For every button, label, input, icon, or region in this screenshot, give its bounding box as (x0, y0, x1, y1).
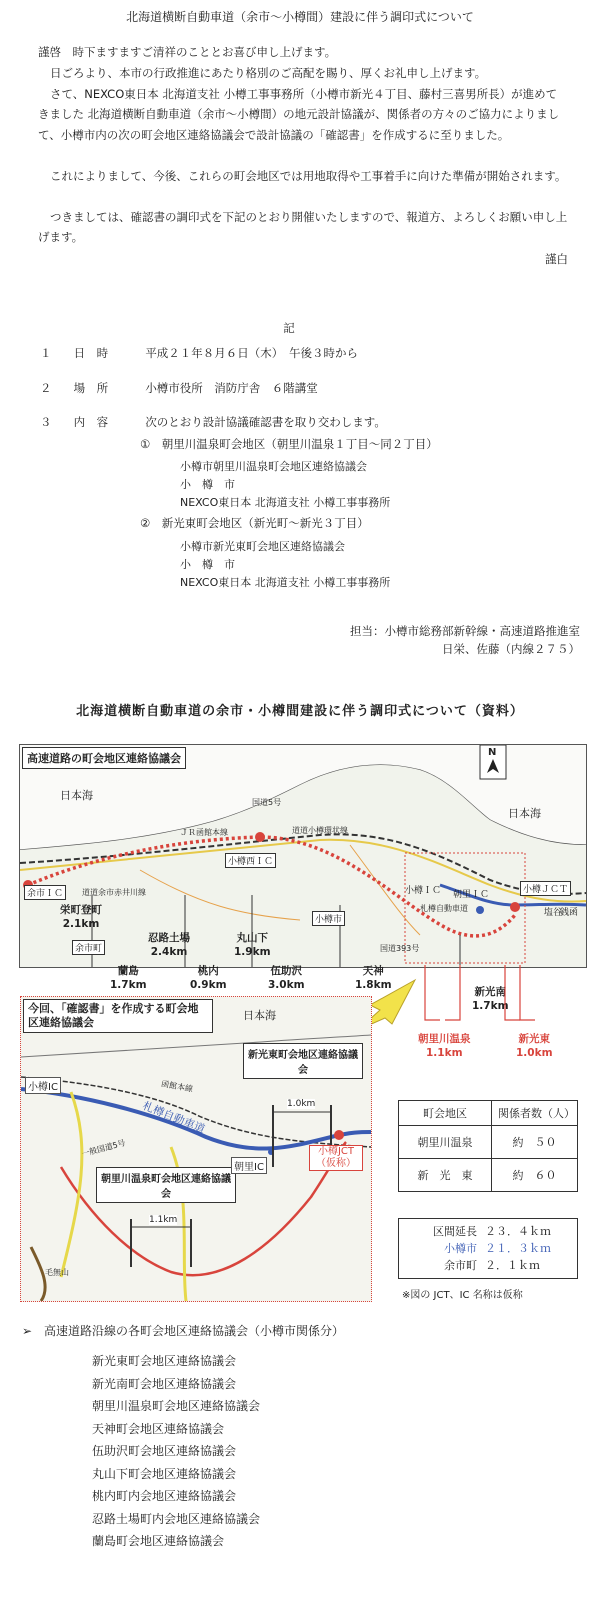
list-item: 新光東町会地区連絡協議会 (92, 1354, 237, 1368)
land-area (20, 765, 586, 967)
scale-label: 1.0km (287, 1099, 316, 1109)
segment-maruyama: 丸山下 1.9km (234, 932, 271, 958)
party: NEXCO東日本 北海道支社 小樽工事事務所 (180, 496, 391, 509)
table-cell: 朝里川温泉 (399, 1126, 492, 1159)
segment-ranshima: 蘭島 1.7km (110, 965, 147, 991)
sea-label: 日本海 (60, 789, 93, 802)
ki-heading: 記 (283, 321, 295, 335)
contact-block (350, 622, 580, 658)
shioya-label: 塩谷 (544, 908, 563, 918)
route5-label: 一般国道5号 (80, 1138, 127, 1159)
otaru-ic-label: 小樽ＩＣ (405, 886, 442, 896)
participants-table (398, 1100, 578, 1192)
list-item: 桃内町内会地区連絡協議会 (92, 1489, 237, 1503)
list-item: 新光南町会地区連絡協議会 (92, 1376, 237, 1391)
length-summary (398, 1218, 578, 1279)
otaru-nishi-ic-marker (255, 832, 265, 842)
bracket-line (445, 965, 460, 1020)
asari-ic-label: 朝里IC (231, 1157, 267, 1174)
name-note: ※図の JCT、IC 名称は仮称 (402, 1290, 523, 1301)
rail-label: ＪＲ函館本線 (180, 828, 228, 837)
table-header: 関係者数（人） (492, 1101, 578, 1126)
table-row (399, 1126, 578, 1159)
segment-asari: 朝里川温泉 1.1km (418, 1033, 471, 1059)
jct-marker (510, 902, 520, 912)
map1-title: 高速道路の町会地区連絡協議会 (22, 747, 186, 769)
length-yoichi-row: 余市町 ２．１ｋｍ (444, 1259, 540, 1272)
thanks-paragraph: 日ごろより、本市の行政推進にあたり格別のご高配を賜り、厚くお礼申し上げます。 (50, 66, 487, 80)
bracket-line (425, 965, 440, 1020)
table-header: 町会地区 (399, 1101, 492, 1126)
list-item: 忍路土場町内会地区連絡協議会 (92, 1511, 261, 1526)
document-title: 北海道横断自動車道（余市～小樽間）建設に伴う調印式について (126, 10, 474, 24)
list-item: 丸山下町会地区連絡協議会 (92, 1466, 237, 1481)
route393-label: 国道393号 (380, 944, 420, 953)
sasson-road-label: 札樽自動車道 (140, 1099, 207, 1136)
party: 小 樽 市 (180, 478, 235, 491)
segment-shinko-minami: 新光南 1.7km (472, 986, 509, 1012)
group-parties-asari (180, 458, 390, 512)
main-paragraph: さて、NEXCO東日本 北海道支社 小樽工事事務所（小樽市新光４丁目、藤村三喜男所長）が進めてきました 北海道横断自動車道（余市～小樽間）の地元設計協議が、関係者の方々のご協力によりまして、小樽市内の次の町会地区連絡協議会で設計協議の「確認書」を作成するに至りました。 (38, 87, 560, 142)
contact-dept: 担当：小樽市総務部新幹線・高速道路推進室 (350, 624, 580, 638)
greeting-paragraph: 謹啓 時下ますますご清祥のこととお喜び申し上げます。 (38, 45, 337, 59)
segment-gosukezawa: 伍助沢 3.0km (268, 965, 305, 991)
request-paragraph: つきましては、確認書の調印式を下記のとおり開催いたしますので、報道方、よろしくお願い申し上げます。 (38, 210, 568, 245)
segment-momouchi: 桃内 0.9km (190, 965, 227, 991)
otaru-city-label: 小樽市 (312, 911, 345, 926)
segment-shinko-higashi: 新光東 1.0km (516, 1033, 553, 1059)
table-cell: 約 ５０ (492, 1126, 578, 1159)
table-cell: 新 光 東 (399, 1159, 492, 1192)
contact-names: 日栄、佐藤（内線２７５） (442, 642, 580, 656)
bracket-line (505, 965, 520, 1020)
party: 小 樽 市 (180, 558, 235, 571)
segment-tenjin: 天神 1.8km (355, 965, 392, 991)
rail-label: 函館本線 (160, 1079, 194, 1094)
asari-council-box: 朝里川温泉町会地区連絡協議会 (96, 1167, 236, 1203)
notice-item-content (40, 414, 386, 430)
scale-label: 1.1km (149, 1215, 178, 1225)
zenibako-label: 銭函 (560, 908, 579, 918)
mountain-label: 毛無山 (45, 1268, 69, 1277)
segment-sakae: 栄町登町 2.1km (60, 904, 102, 930)
detail-map (20, 996, 372, 1302)
material-title: 北海道横断自動車道の余市・小樽間建設に伴う調印式について（資料） (76, 704, 524, 719)
north-label: N (488, 747, 497, 758)
bracket-line (520, 965, 535, 1020)
party: 小樽市新光東町会地区連絡協議会 (180, 540, 345, 553)
table-header-row (399, 1101, 578, 1126)
otaru-ic-label: 小樽IC (25, 1077, 61, 1094)
yoichi-ic-label: 余市ＩＣ (24, 885, 66, 900)
item-value: 次のとおり設計協議確認書を取り交わします。 (145, 415, 386, 429)
table-row (399, 1159, 578, 1192)
overview-map-drawing (20, 745, 586, 967)
overview-map (19, 744, 587, 968)
shinko-higashi-council-box: 新光東町会地区連絡協議会 (243, 1043, 363, 1079)
group-title-shinko: ② 新光東町会地区（新光町～新光３丁目） (140, 516, 369, 530)
map2-title: 今回、「確認書」を作成する町会地区連絡協議会 (23, 999, 213, 1033)
jct-label: 小樽ＪＣＴ (520, 881, 571, 896)
list-heading (22, 1322, 344, 1339)
council-list (92, 1350, 260, 1553)
list-item: 天神町会地区連絡協議会 (92, 1421, 225, 1436)
otaru-nishi-ic-label: 小樽西ＩＣ (225, 853, 276, 868)
item-number: １ (40, 346, 52, 360)
list-title: 高速道路沿線の各町会地区連絡協議会（小樽市関係分） (44, 1324, 345, 1338)
yoichi-town-label: 余市町 (72, 940, 105, 955)
table-cell: 約 ６０ (492, 1159, 578, 1192)
otaru-ring-road-label: 道道小樽環状線 (292, 826, 348, 835)
jct-marker (334, 1130, 344, 1140)
party: NEXCO東日本 北海道支社 小樽工事事務所 (180, 576, 391, 589)
item-label: 日 時 (73, 346, 109, 360)
length-total-row: 区間延長 ２３．４ｋｍ (433, 1225, 551, 1238)
planned-expressway (61, 1142, 346, 1275)
prep-paragraph: これによりまして、今後、これらの町会地区では用地取得や工事着手に向けた準備が開始されます。 (50, 169, 567, 183)
brown-road (31, 1247, 45, 1301)
item-label: 内 容 (73, 415, 109, 429)
route5-label: 国道5号 (252, 798, 282, 807)
group-title-asari: ① 朝里川温泉町会地区（朝里川温泉１丁目～同２丁目） (140, 437, 438, 451)
closing-word: 謹白 (545, 252, 568, 266)
asari-ic-marker (476, 906, 484, 914)
item-number: ２ (40, 381, 52, 395)
item-label: 場 所 (73, 381, 109, 395)
list-item: 蘭島町会地区連絡協議会 (92, 1534, 225, 1548)
list-item: 伍助沢町会地区連絡協議会 (92, 1444, 237, 1458)
yoichi-road-label: 道道余市赤井川線 (82, 888, 146, 897)
sea-label: 日本海 (508, 807, 541, 820)
jct-label: 小樽JCT（仮称） (309, 1145, 363, 1171)
item-value: 平成２１年８月６日（木） 午後３時から (145, 346, 359, 360)
sapporo-road-label: 札樽自動車道 (420, 904, 468, 913)
arrow-bullet-icon: ➢ (22, 1324, 33, 1338)
notice-item-date (40, 345, 358, 361)
list-item: 朝里川温泉町会地区連絡協議会 (92, 1399, 261, 1413)
length-otaru-row: 小樽市 ２１．３ｋｍ (444, 1242, 551, 1255)
party: 小樽市朝里川温泉町会地区連絡協議会 (180, 460, 367, 473)
segment-oshoro: 忍路土場 2.4km (148, 932, 190, 958)
item-number: ３ (40, 415, 52, 429)
item-value: 小樽市役所 消防庁舎 ６階講堂 (145, 381, 318, 395)
asari-ic-label: 朝里ＩＣ (453, 890, 490, 900)
notice-item-place (40, 380, 318, 396)
group-parties-shinko (180, 538, 390, 592)
sea-label: 日本海 (243, 1009, 276, 1022)
